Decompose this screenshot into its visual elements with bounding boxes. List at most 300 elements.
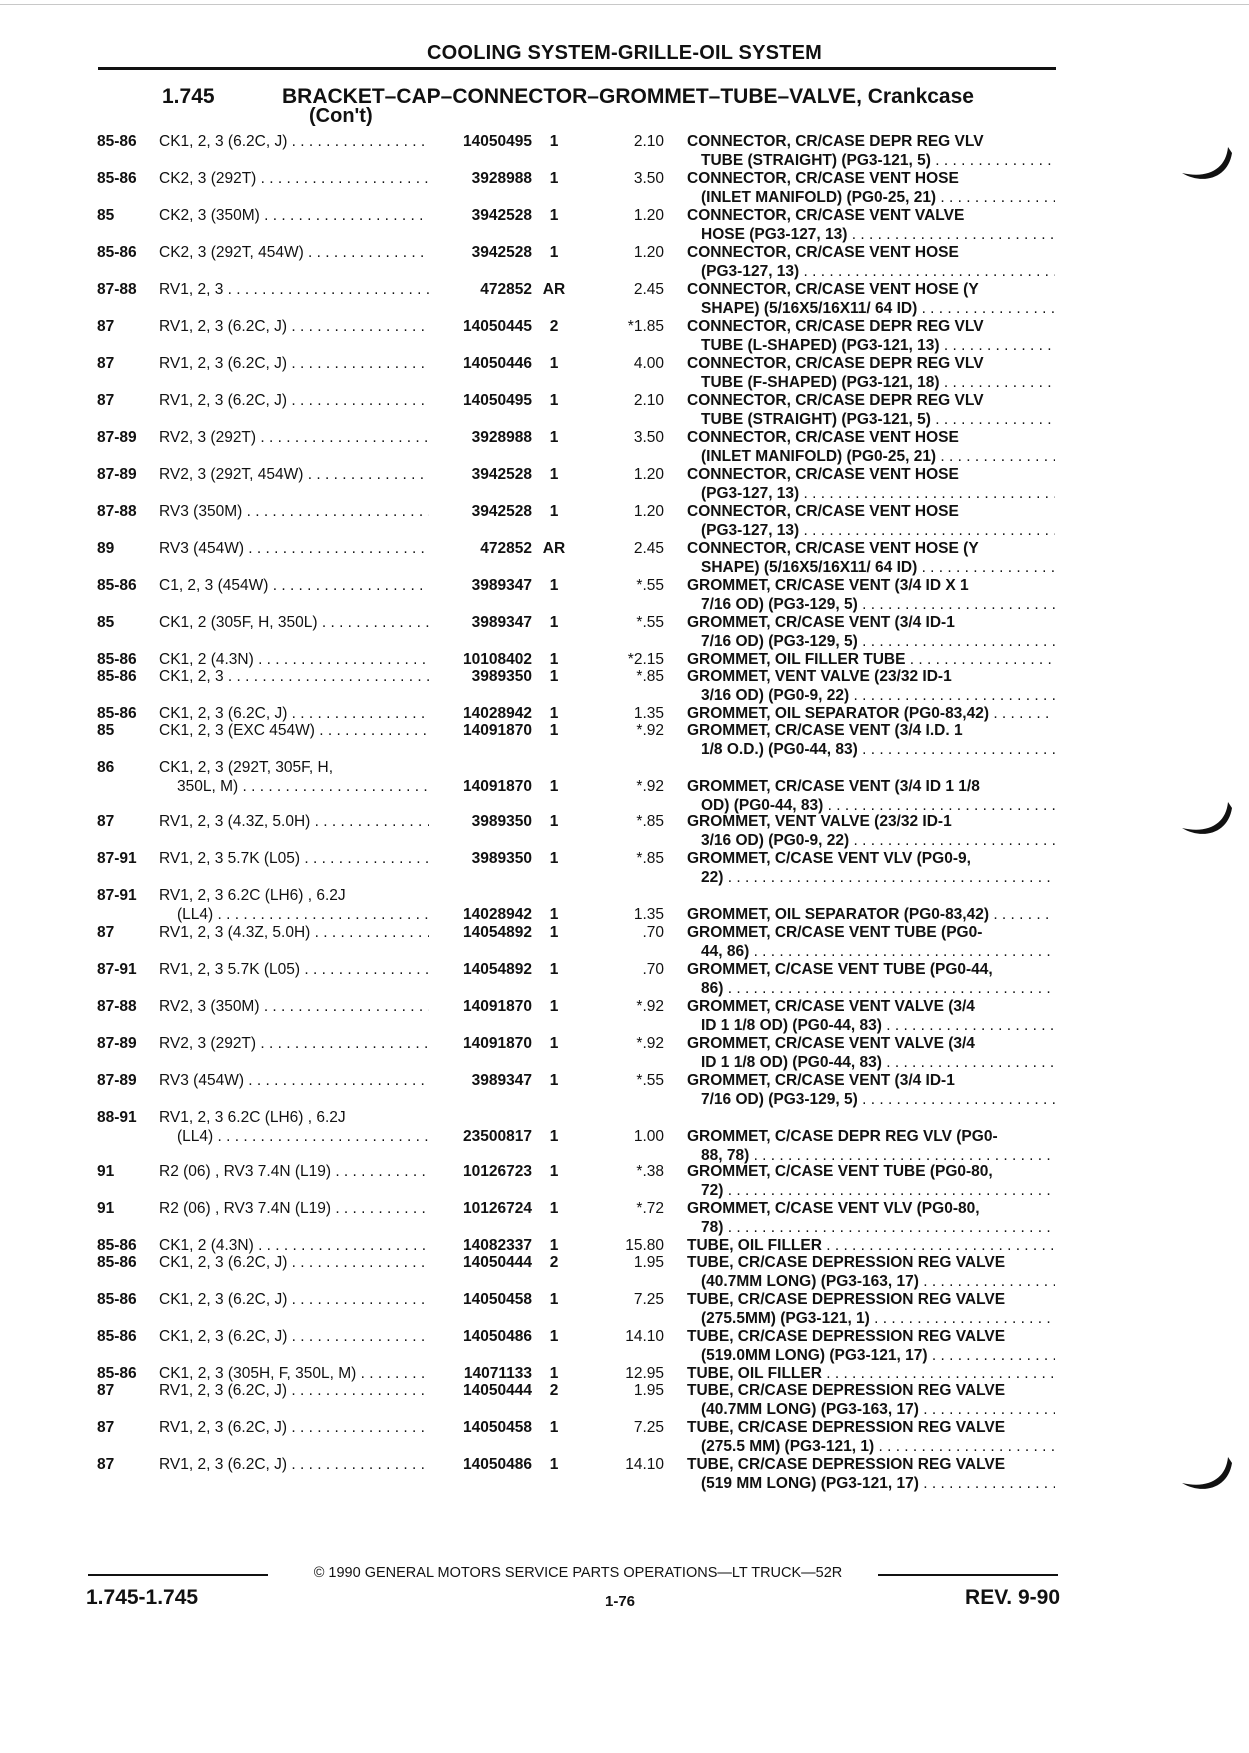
model-year: 85 [97, 722, 115, 739]
description [687, 905, 1055, 924]
description-line: CONNECTOR, CR/CASE VENT HOSE [687, 170, 959, 187]
application [159, 997, 429, 1016]
application-line: R2 (06) , RV3 7.4N (L19) . . . [159, 1199, 429, 1218]
application-line: RV1, 2, 3 5.7K (L05) . . . [159, 849, 429, 868]
description-line: CONNECTOR, CR/CASE VENT HOSE [687, 466, 959, 483]
quantity: 1 [549, 170, 559, 187]
quantity: 1 [549, 924, 559, 941]
part-number: 14050486 [463, 1456, 532, 1473]
description-line: OD) (PG0-44, 83) . . . [687, 796, 1055, 815]
description [687, 777, 1055, 815]
binder-hole-mark [1178, 1455, 1234, 1495]
part-number: 3928988 [471, 170, 532, 187]
part-number: 23500817 [463, 1128, 532, 1145]
quantity: AR [542, 281, 566, 298]
application-line: RV3 (454W) . . . [159, 539, 429, 558]
section-number: 1.745 [162, 85, 215, 108]
description [687, 1418, 1055, 1456]
application-line: CK2, 3 (350M) . . . [159, 206, 429, 225]
application [159, 923, 429, 942]
model-year: 87-88 [97, 281, 137, 298]
application [159, 1034, 429, 1053]
parts-row [0, 1108, 1249, 1164]
description-line: CONNECTOR, CR/CASE VENT HOSE [687, 429, 959, 446]
part-number: 472852 [480, 281, 532, 298]
footer-copyright: © 1990 GENERAL MOTORS SERVICE PARTS OPERATIONS—LT TRUCK—52R [313, 1565, 843, 1581]
parts-row [0, 391, 1249, 428]
quantity: 1 [549, 1163, 559, 1180]
parts-row [0, 1418, 1249, 1455]
parts-row [0, 721, 1249, 758]
application-line: CK1, 2, 3 (6.2C, J) . . . [159, 704, 429, 723]
part-number: 14091870 [463, 722, 532, 739]
quantity: 2 [549, 1254, 559, 1271]
description-line: (INLET MANIFOLD) (PG0-25, 21) . . . [687, 188, 1055, 207]
application-line: RV1, 2, 3 6.2C (LH6) , 6.2J [159, 887, 346, 904]
quantity: 2 [549, 1382, 559, 1399]
application [159, 1071, 429, 1090]
part-number: 3989347 [471, 614, 532, 631]
description-line: GROMMET, C/CASE VENT TUBE (PG0-44, [687, 961, 993, 978]
quantity: 1 [549, 1291, 559, 1308]
description-line: GROMMET, CR/CASE VENT (3/4 ID 1 1/8 [687, 778, 980, 795]
description-line: CONNECTOR, CR/CASE DEPR REG VLV [687, 355, 984, 372]
parts-row [0, 354, 1249, 391]
application [159, 1418, 429, 1437]
price: *.92 [636, 1035, 664, 1052]
description-line: (519.0MM LONG) (PG3-121, 17) . . . [687, 1346, 1055, 1365]
price: *.85 [636, 813, 664, 830]
price: *.72 [636, 1200, 664, 1217]
part-number: 3942528 [471, 207, 532, 224]
model-year: 85-86 [97, 651, 137, 668]
parts-row [0, 132, 1249, 169]
model-year: 87-91 [97, 887, 137, 904]
application-line: RV1, 2, 3 (4.3Z, 5.0H) . . . [159, 923, 429, 942]
description-line: CONNECTOR, CR/CASE DEPR REG VLV [687, 392, 984, 409]
parts-row [0, 1327, 1249, 1364]
quantity: 1 [549, 429, 559, 446]
part-number: 3942528 [471, 244, 532, 261]
part-number: 14050495 [463, 392, 532, 409]
model-year: 87 [97, 318, 115, 335]
description [687, 391, 1055, 429]
model-year: 85-86 [97, 244, 137, 261]
description-line: HOSE (PG3-127, 13) . . . [687, 225, 1055, 244]
application [159, 317, 429, 336]
application-line: RV1, 2, 3 (6.2C, J) . . . [159, 1418, 429, 1437]
model-year: 85 [97, 614, 115, 631]
application-line: RV1, 2, 3 (6.2C, J) . . . [159, 354, 429, 373]
model-year: 89 [97, 540, 115, 557]
description-line: TUBE, CR/CASE DEPRESSION REG VALVE [687, 1254, 1006, 1271]
quantity: 1 [549, 961, 559, 978]
application [159, 812, 429, 831]
description [687, 280, 1055, 318]
description-line: (INLET MANIFOLD) (PG0-25, 21) . . . [687, 447, 1055, 466]
model-year: 85-86 [97, 1365, 137, 1382]
parts-row [0, 886, 1249, 923]
description-line: TUBE (STRAIGHT) (PG3-121, 5) . . . [687, 410, 1055, 429]
quantity: 1 [549, 577, 559, 594]
parts-row [0, 169, 1249, 206]
description-line: TUBE, CR/CASE DEPRESSION REG VALVE [687, 1382, 1006, 1399]
parts-row [0, 1236, 1249, 1254]
description-line: 7/16 OD) (PG3-129, 5) . . . [687, 1090, 1055, 1109]
description-line: TUBE, OIL FILLER . . . [687, 1364, 1055, 1383]
price: 7.25 [633, 1291, 664, 1308]
price: *.85 [636, 668, 664, 685]
description-line: TUBE, CR/CASE DEPRESSION REG VALVE [687, 1328, 1006, 1345]
parts-row [0, 650, 1249, 668]
description-line: GROMMET, C/CASE VENT VLV (PG0-80, [687, 1200, 980, 1217]
quantity: 1 [549, 1237, 559, 1254]
description-line: GROMMET, CR/CASE VENT (3/4 ID X 1 [687, 577, 969, 594]
section-subtitle: (Con't) [309, 105, 373, 127]
part-number: 14050495 [463, 133, 532, 150]
application [159, 280, 429, 299]
model-year: 87-91 [97, 961, 137, 978]
description-line: TUBE (L-SHAPED) (PG3-121, 13) . . . [687, 336, 1055, 355]
part-number: 14091870 [463, 778, 532, 795]
application-line: CK1, 2 (4.3N) . . . [159, 650, 429, 669]
description-line: GROMMET, CR/CASE VENT (3/4 I.D. 1 [687, 722, 963, 739]
quantity: AR [542, 540, 566, 557]
description [687, 428, 1055, 466]
description-line: 1/8 O.D.) (PG0-44, 83) . . . [687, 740, 1055, 759]
description-line: GROMMET, VENT VALVE (23/32 ID-1 [687, 813, 952, 830]
description-line: TUBE, CR/CASE DEPRESSION REG VALVE [687, 1291, 1006, 1308]
price: 1.95 [633, 1382, 664, 1399]
price: *2.15 [627, 651, 664, 668]
description [687, 169, 1055, 207]
application [159, 243, 429, 262]
quantity: 1 [549, 1035, 559, 1052]
parts-row [0, 1199, 1249, 1236]
price: *1.85 [627, 318, 664, 335]
quantity: 1 [549, 392, 559, 409]
model-year: 85-86 [97, 577, 137, 594]
part-number: 3989350 [471, 668, 532, 685]
description-line: TUBE (STRAIGHT) (PG3-121, 5) . . . [687, 151, 1055, 170]
quantity: 1 [549, 1128, 559, 1145]
description [687, 721, 1055, 759]
application-line: RV1, 2, 3 . . . [159, 280, 429, 299]
model-year: 87 [97, 1419, 115, 1436]
part-number: 14050458 [463, 1291, 532, 1308]
price: 2.10 [633, 392, 664, 409]
parts-row [0, 1290, 1249, 1327]
description [687, 354, 1055, 392]
part-number: 14050458 [463, 1419, 532, 1436]
quantity: 1 [549, 133, 559, 150]
parts-row [0, 539, 1249, 576]
description [687, 1381, 1055, 1419]
description-line: (PG3-127, 13) . . . [687, 521, 1055, 540]
model-year: 87 [97, 1456, 115, 1473]
description-line: ID 1 1/8 OD) (PG0-44, 83) . . . [687, 1053, 1055, 1072]
quantity: 1 [549, 722, 559, 739]
description-line: 44, 86) . . . [687, 942, 1055, 961]
price: 14.10 [625, 1328, 664, 1345]
application [159, 721, 429, 740]
parts-row [0, 1455, 1249, 1492]
description [687, 465, 1055, 503]
part-number: 14050486 [463, 1328, 532, 1345]
model-year: 85-86 [97, 705, 137, 722]
description-line: GROMMET, CR/CASE VENT (3/4 ID-1 [687, 614, 955, 631]
parts-row [0, 317, 1249, 354]
model-year: 87-89 [97, 1035, 137, 1052]
application [159, 960, 429, 979]
description [687, 317, 1055, 355]
quantity: 1 [549, 778, 559, 795]
description-line: GROMMET, OIL FILLER TUBE . . . [687, 650, 1055, 669]
application-line: CK2, 3 (292T) . . . [159, 169, 429, 188]
application-line: RV1, 2, 3 6.2C (LH6) , 6.2J [159, 1109, 346, 1126]
application-line: CK1, 2, 3 (6.2C, J) . . . [159, 1253, 429, 1272]
description-line: GROMMET, OIL SEPARATOR (PG0-83,42) . . . [687, 704, 1055, 723]
description-line: 86) . . . [687, 979, 1055, 998]
price: 1.20 [633, 244, 664, 261]
price: .70 [642, 924, 664, 941]
application [159, 576, 429, 595]
description-line: CONNECTOR, CR/CASE VENT HOSE (Y [687, 281, 979, 298]
parts-row [0, 704, 1249, 722]
model-year: 85-86 [97, 170, 137, 187]
application-line: RV1, 2, 3 (6.2C, J) . . . [159, 1455, 429, 1474]
application-line: RV1, 2, 3 (6.2C, J) . . . [159, 391, 429, 410]
application-line: RV1, 2, 3 (6.2C, J) . . . [159, 317, 429, 336]
application [159, 428, 429, 447]
price: 1.20 [633, 503, 664, 520]
application [159, 849, 429, 868]
application [159, 132, 429, 151]
price: *.92 [636, 778, 664, 795]
price: 1.35 [633, 705, 664, 722]
description [687, 812, 1055, 850]
description-line: TUBE, OIL FILLER . . . [687, 1236, 1055, 1255]
parts-row [0, 576, 1249, 613]
description [687, 849, 1055, 887]
quantity: 1 [549, 850, 559, 867]
quantity: 1 [549, 207, 559, 224]
price: *.85 [636, 850, 664, 867]
application-line: CK1, 2, 3 (6.2C, J) . . . [159, 1290, 429, 1309]
quantity: 1 [549, 466, 559, 483]
application-line: CK1, 2, 3 (292T, 305F, H, [159, 759, 334, 776]
price: *.55 [636, 1072, 664, 1089]
quantity: 1 [549, 1419, 559, 1436]
part-number: 3942528 [471, 466, 532, 483]
price: 3.50 [633, 170, 664, 187]
description [687, 613, 1055, 651]
parts-row [0, 667, 1249, 704]
application [159, 1199, 429, 1218]
application-line: CK1, 2, 3 (6.2C, J) . . . [159, 132, 429, 151]
description-line: GROMMET, VENT VALVE (23/32 ID-1 [687, 668, 952, 685]
description-line: CONNECTOR, CR/CASE DEPR REG VLV [687, 318, 984, 335]
parts-row [0, 758, 1249, 814]
application-line: RV1, 2, 3 5.7K (L05) . . . [159, 960, 429, 979]
description-line: 7/16 OD) (PG3-129, 5) . . . [687, 632, 1055, 651]
model-year: 87-88 [97, 998, 137, 1015]
price: 1.35 [633, 906, 664, 923]
application-line: C1, 2, 3 (454W) . . . [159, 576, 429, 595]
part-number: 3989347 [471, 1072, 532, 1089]
description-line: CONNECTOR, CR/CASE VENT HOSE [687, 503, 959, 520]
application-line: RV3 (454W) . . . [159, 1071, 429, 1090]
description-line: 22) . . . [687, 868, 1055, 887]
description [687, 243, 1055, 281]
quantity: 1 [549, 668, 559, 685]
quantity: 1 [549, 1328, 559, 1345]
description-line: (519 MM LONG) (PG3-121, 17) . . . [687, 1474, 1055, 1493]
description-line: GROMMET, CR/CASE VENT (3/4 ID-1 [687, 1072, 955, 1089]
part-number: 14050444 [463, 1254, 532, 1271]
application-line: RV1, 2, 3 (6.2C, J) . . . [159, 1381, 429, 1400]
application [159, 354, 429, 373]
application-line: CK1, 2 (4.3N) . . . [159, 1236, 429, 1255]
price: *.55 [636, 614, 664, 631]
quantity: 1 [549, 651, 559, 668]
application [159, 539, 429, 558]
application-line: CK1, 2, 3 . . . [159, 667, 429, 686]
description-line: CONNECTOR, CR/CASE VENT VALVE [687, 207, 965, 224]
part-number: 14028942 [463, 906, 532, 923]
model-year: 85-86 [97, 1328, 137, 1345]
part-number: 14054892 [463, 961, 532, 978]
application-line: CK2, 3 (292T, 454W) . . . [159, 243, 429, 262]
part-number: 3989347 [471, 577, 532, 594]
description-line: TUBE, CR/CASE DEPRESSION REG VALVE [687, 1456, 1006, 1473]
part-number: 14091870 [463, 998, 532, 1015]
quantity: 2 [549, 318, 559, 335]
model-year: 85 [97, 207, 115, 224]
description-line: GROMMET, C/CASE VENT TUBE (PG0-80, [687, 1163, 993, 1180]
price: 2.45 [633, 540, 664, 557]
application [159, 465, 429, 484]
parts-row [0, 960, 1249, 997]
price: .70 [642, 961, 664, 978]
model-year: 85-86 [97, 1237, 137, 1254]
application-line: RV1, 2, 3 (4.3Z, 5.0H) . . . [159, 812, 429, 831]
price: 1.00 [633, 1128, 664, 1145]
price: 14.10 [625, 1456, 664, 1473]
part-number: 3942528 [471, 503, 532, 520]
application [159, 1253, 429, 1272]
parts-row [0, 206, 1249, 243]
application-line: RV2, 3 (350M) . . . [159, 997, 429, 1016]
quantity: 1 [549, 355, 559, 372]
model-year: 87 [97, 1382, 115, 1399]
model-year: 87-88 [97, 503, 137, 520]
description [687, 1071, 1055, 1109]
description [687, 539, 1055, 577]
quantity: 1 [549, 1072, 559, 1089]
description [687, 1327, 1055, 1365]
title-rule [98, 67, 1056, 70]
quantity: 1 [549, 614, 559, 631]
description [687, 1290, 1055, 1328]
parts-row [0, 1071, 1249, 1108]
description-line: TUBE, CR/CASE DEPRESSION REG VALVE [687, 1419, 1006, 1436]
parts-row [0, 280, 1249, 317]
application-line: RV2, 3 (292T, 454W) . . . [159, 465, 429, 484]
price: 1.20 [633, 207, 664, 224]
description-line: GROMMET, C/CASE DEPR REG VLV (PG0- [687, 1128, 998, 1145]
application [159, 391, 429, 410]
parts-row [0, 1381, 1249, 1418]
description-line: 3/16 OD) (PG0-9, 22) . . . [687, 831, 1055, 850]
model-year: 91 [97, 1200, 115, 1217]
description-line: 72) . . . [687, 1181, 1055, 1200]
price: 2.45 [633, 281, 664, 298]
price: 2.10 [633, 133, 664, 150]
part-number: 3989350 [471, 850, 532, 867]
application-line: (LL4) . . . [159, 1127, 429, 1146]
model-year: 88-91 [97, 1109, 137, 1126]
description [687, 960, 1055, 998]
scan-edge-line [0, 4, 1249, 5]
price: 4.00 [633, 355, 664, 372]
part-number: 14050446 [463, 355, 532, 372]
application [159, 1327, 429, 1346]
page-title: COOLING SYSTEM-GRILLE-OIL SYSTEM [427, 42, 822, 64]
quantity: 1 [549, 1200, 559, 1217]
application [159, 169, 429, 188]
price: 3.50 [633, 429, 664, 446]
application [159, 502, 429, 521]
description-line: (40.7MM LONG) (PG3-163, 17) . . . [687, 1400, 1055, 1419]
price: 1.95 [633, 1254, 664, 1271]
description-line: (40.7MM LONG) (PG3-163, 17) . . . [687, 1272, 1055, 1291]
application-line: CK1, 2, 3 (6.2C, J) . . . [159, 1327, 429, 1346]
parts-row [0, 1162, 1249, 1199]
footer-page-number: 1-76 [604, 1593, 636, 1610]
part-number: 14071133 [463, 1365, 532, 1382]
footer-rule-left [88, 1574, 268, 1576]
parts-row [0, 1364, 1249, 1382]
model-year: 87-89 [97, 466, 137, 483]
model-year: 87 [97, 924, 115, 941]
description-line: CONNECTOR, CR/CASE VENT HOSE [687, 244, 959, 261]
model-year: 87-89 [97, 429, 137, 446]
binder-hole-mark [1178, 145, 1234, 185]
application-line: RV2, 3 (292T) . . . [159, 1034, 429, 1053]
section-title: BRACKET–CAP–CONNECTOR–GROMMET–TUBE–VALVE, Crankcase [282, 85, 974, 108]
quantity: 1 [549, 1456, 559, 1473]
part-number: 14050445 [463, 318, 532, 335]
application [159, 886, 429, 924]
part-number: 10108402 [463, 651, 532, 668]
price: 7.25 [633, 1419, 664, 1436]
part-number: 10126723 [463, 1163, 532, 1180]
description [687, 576, 1055, 614]
description-line: (275.5 MM) (PG3-121, 1) . . . [687, 1437, 1055, 1456]
parts-row [0, 923, 1249, 960]
part-number: 14054892 [463, 924, 532, 941]
description [687, 132, 1055, 170]
description-line: GROMMET, CR/CASE VENT VALVE (3/4 [687, 998, 975, 1015]
application-line: CK1, 2, 3 (EXC 454W) . . . [159, 721, 429, 740]
description [687, 667, 1055, 705]
parts-row [0, 1253, 1249, 1290]
description [687, 1162, 1055, 1200]
description [687, 1455, 1055, 1493]
description-line: SHAPE) (5/16X5/16X11/ 64 ID) . . . [687, 299, 1055, 318]
model-year: 85-86 [97, 133, 137, 150]
